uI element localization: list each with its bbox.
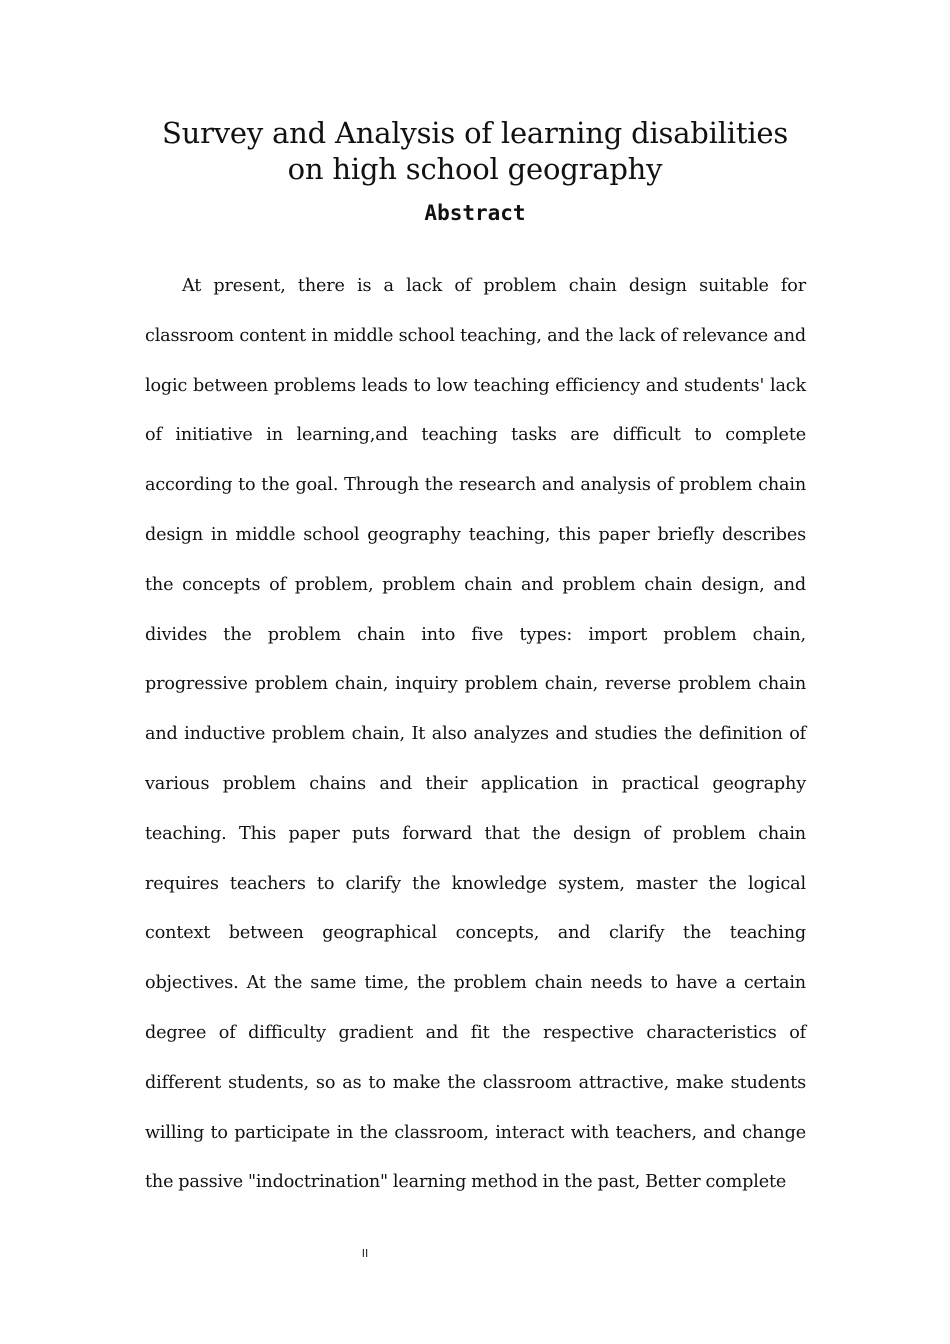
document-title: Survey and Analysis of learning disabilities on high school geography: [161, 116, 789, 186]
abstract-heading: Abstract: [424, 201, 526, 225]
abstract-body: At present, there is a lack of problem chain design suitable for classroom content in middle school teaching, and the lack of relevance and logic between problems leads to low teaching efficiency and students' lack of initiative in learning,and teaching tasks are difficult to complete according to the goal. Through the research and analysis of problem chain design in middle school geography teaching, this paper briefly describes the concepts of problem, problem chain and problem chain design, and divides the problem chain into five types: import problem chain, progressive problem chain, inquiry problem chain, reverse problem chain and inductive problem chain, It also analyzes and studies the definition of various problem chains and their application in practical geography teaching. This paper puts forward that the design of problem chain requires teachers to clarify the knowledge system, master the logical context between geographical concepts, and clarify the teaching objectives. At the same time, the problem chain needs to have a certain degree of difficulty gradient and fit the respective characteristics of different students, so as to make the classroom attractive, make students willing to participate in the classroom, interact with teachers, and change the passive "indoctrination" learning method in the past, Better complete: [145, 276, 806, 1193]
page-number: II: [361, 1247, 369, 1260]
